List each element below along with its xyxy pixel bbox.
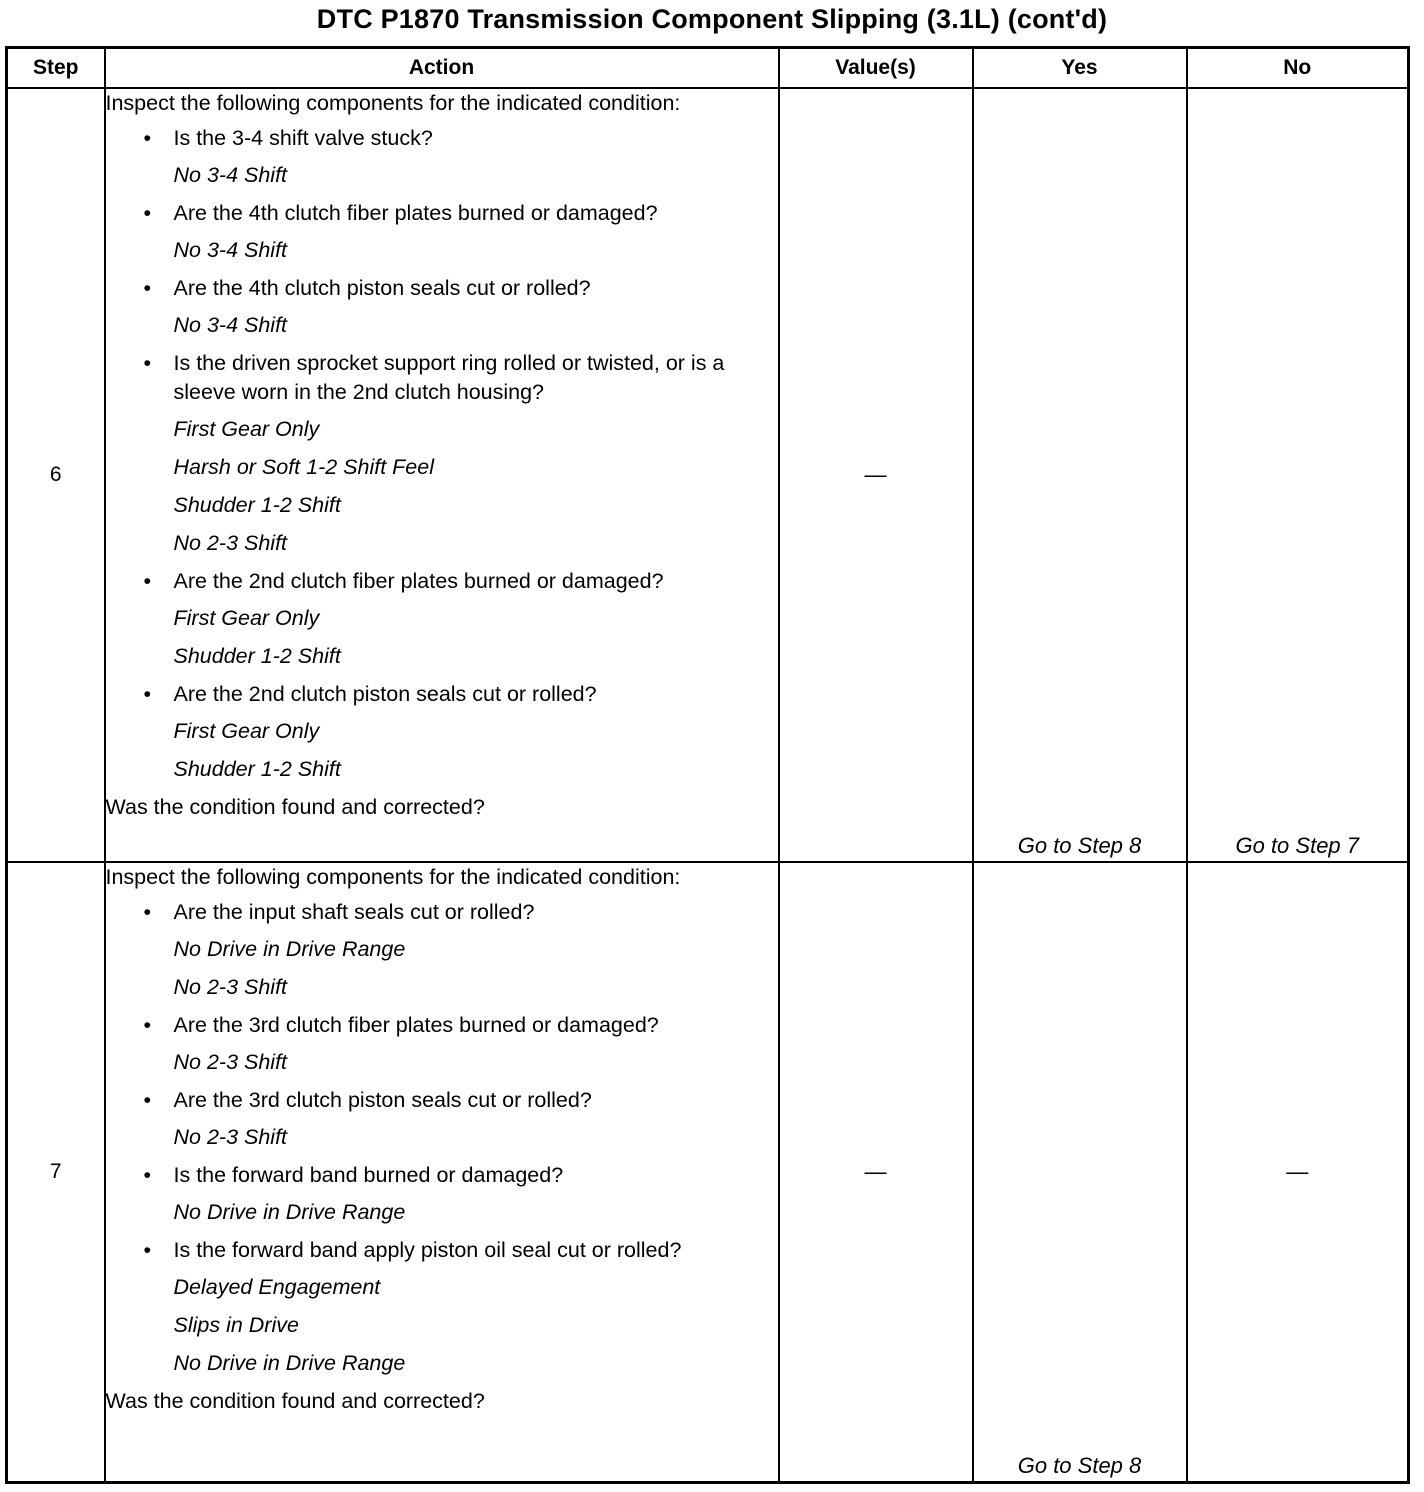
inspection-question: Is the forward band apply piston oil seal cut or rolled? bbox=[173, 1238, 682, 1262]
inspection-item bbox=[106, 898, 778, 927]
final-question: Was the condition found and corrected? bbox=[105, 1389, 485, 1413]
no-cell: — bbox=[1187, 862, 1409, 1482]
inspection-item bbox=[106, 1011, 778, 1040]
inspection-question: Is the 3-4 shift valve stuck? bbox=[173, 126, 433, 150]
header-step: Step bbox=[7, 48, 105, 89]
value-cell: — bbox=[779, 88, 973, 862]
header-yes: Yes bbox=[973, 48, 1187, 89]
symptom: No 2-3 Shift bbox=[173, 531, 288, 555]
inspection-question: Is the forward band burned or damaged? bbox=[173, 1163, 564, 1187]
inspection-item bbox=[106, 1161, 778, 1190]
symptom: No 2-3 Shift bbox=[173, 1125, 288, 1149]
symptom: No Drive in Drive Range bbox=[173, 937, 406, 961]
inspection-question: Are the 4th clutch fiber plates burned or damaged? bbox=[173, 201, 658, 225]
symptom: No 3-4 Shift bbox=[173, 313, 288, 337]
inspection-item bbox=[106, 124, 778, 153]
symptom: Shudder 1-2 Shift bbox=[173, 757, 341, 781]
inspection-item bbox=[106, 1236, 778, 1265]
header-action: Action bbox=[105, 48, 779, 89]
no-result: Go to Step 7 bbox=[1235, 833, 1360, 858]
yes-result: Go to Step 8 bbox=[1017, 833, 1142, 858]
bullet-icon: • bbox=[143, 900, 152, 924]
action-intro: Inspect the following components for the indicated condition: bbox=[105, 91, 681, 115]
bullet-icon: • bbox=[143, 1088, 152, 1112]
inspection-question: Are the 3rd clutch fiber plates burned or damaged? bbox=[173, 1013, 659, 1037]
symptom: First Gear Only bbox=[173, 719, 320, 743]
bullet-icon: • bbox=[143, 1013, 152, 1037]
bullet-icon: • bbox=[143, 1238, 152, 1262]
header-values: Value(s) bbox=[779, 48, 973, 89]
symptom: Delayed Engagement bbox=[173, 1275, 381, 1299]
value-cell: — bbox=[779, 862, 973, 1482]
step-number: 7 bbox=[7, 862, 105, 1482]
symptom: First Gear Only bbox=[173, 417, 320, 441]
final-question: Was the condition found and corrected? bbox=[105, 795, 485, 819]
symptom: No 3-4 Shift bbox=[173, 163, 288, 187]
diagnostic-table bbox=[5, 46, 1410, 1484]
bullet-icon: • bbox=[143, 682, 152, 706]
action-cell bbox=[105, 862, 779, 1482]
inspection-question: Are the 2nd clutch piston seals cut or rolled? bbox=[173, 682, 597, 706]
page-title: DTC P1870 Transmission Component Slipping (3.1L) (cont'd) bbox=[316, 4, 1108, 34]
table-row-step-7 bbox=[7, 862, 1409, 1482]
inspection-item bbox=[106, 199, 778, 228]
symptom: No Drive in Drive Range bbox=[173, 1200, 406, 1224]
symptom: Shudder 1-2 Shift bbox=[173, 644, 341, 668]
symptom: First Gear Only bbox=[173, 606, 320, 630]
step-number: 6 bbox=[7, 88, 105, 862]
bullet-icon: • bbox=[143, 1163, 152, 1187]
symptom: No 2-3 Shift bbox=[173, 1050, 288, 1074]
inspection-question: Are the 3rd clutch piston seals cut or rolled? bbox=[173, 1088, 592, 1112]
symptom: No 2-3 Shift bbox=[173, 975, 288, 999]
bullet-icon: • bbox=[143, 276, 152, 300]
inspection-item bbox=[106, 1086, 778, 1115]
inspection-item bbox=[106, 349, 778, 407]
no-cell bbox=[1187, 88, 1409, 862]
symptom: Shudder 1-2 Shift bbox=[173, 493, 341, 517]
table-row-step-6 bbox=[7, 88, 1409, 862]
inspection-item bbox=[106, 274, 778, 303]
yes-cell bbox=[973, 88, 1187, 862]
table-header-row bbox=[7, 48, 1409, 89]
action-intro: Inspect the following components for the indicated condition: bbox=[105, 865, 681, 889]
symptom: No 3-4 Shift bbox=[173, 238, 288, 262]
yes-cell bbox=[973, 862, 1187, 1482]
inspection-question: Are the input shaft seals cut or rolled? bbox=[173, 900, 535, 924]
bullet-icon: • bbox=[143, 126, 152, 150]
inspection-question: Are the 4th clutch piston seals cut or rolled? bbox=[173, 276, 591, 300]
symptom: Slips in Drive bbox=[173, 1313, 299, 1337]
inspection-question: Are the 2nd clutch fiber plates burned or damaged? bbox=[173, 569, 664, 593]
bullet-icon: • bbox=[143, 569, 152, 593]
symptom: Harsh or Soft 1-2 Shift Feel bbox=[173, 455, 434, 479]
bullet-icon: • bbox=[143, 351, 152, 375]
inspection-item bbox=[106, 680, 778, 709]
symptom: No Drive in Drive Range bbox=[173, 1351, 406, 1375]
inspection-question: Is the driven sprocket support ring rolled or twisted, or is a sleeve worn in the 2nd clutch housing? bbox=[173, 351, 725, 404]
action-cell bbox=[105, 88, 779, 862]
inspection-item bbox=[106, 567, 778, 596]
header-no: No bbox=[1187, 48, 1409, 89]
bullet-icon: • bbox=[143, 201, 152, 225]
yes-result: Go to Step 8 bbox=[1017, 1452, 1142, 1478]
